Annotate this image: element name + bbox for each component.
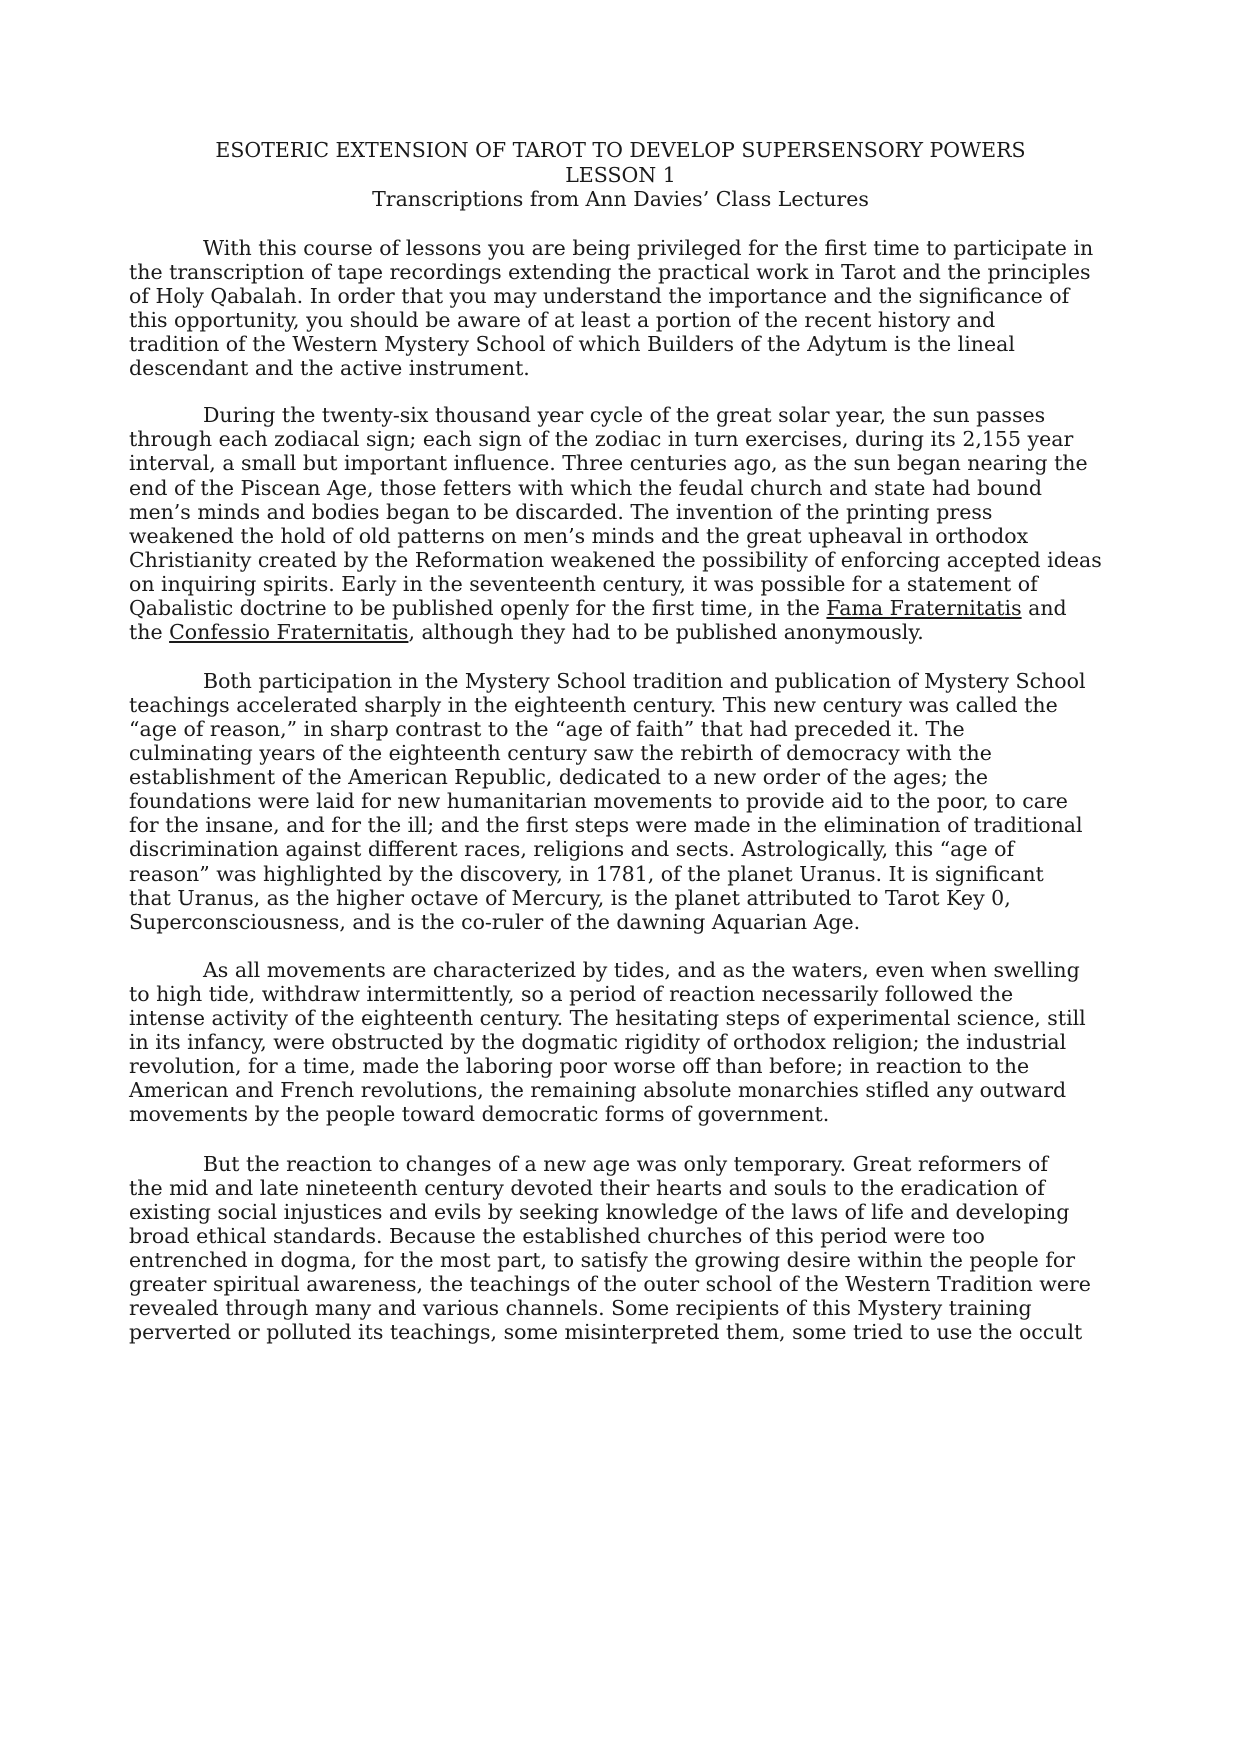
paragraph-3-line-7: for the insane, and for the ill; and the first steps were made in the elimination of traditional [129, 813, 1083, 837]
paragraph-3-line-8: discrimination against different races, religions and sects. Astrologically, this “age of [129, 837, 1015, 861]
paragraph-1-line-3: of Holy Qabalah. In order that you may understand the importance and the significance of [129, 284, 1070, 308]
paragraph-3-line-3: “age of reason,” in sharp contrast to the “age of faith” that had preceded it. The [129, 717, 965, 741]
paragraph-3-line-6: foundations were laid for new humanitarian movements to provide aid to the poor, to care [129, 789, 1068, 813]
paragraph-1-line-1: With this course of lessons you are being privileged for the first time to participate in [203, 236, 1094, 260]
paragraph-5-line-4: broad ethical standards. Because the established churches of this period were too [129, 1224, 985, 1248]
paragraph-2-line-3: interval, a small but important influence. Three centuries ago, as the sun began nearing the [129, 451, 1088, 475]
paragraph-2-line-9-text: Qabalistic doctrine to be published openly for the first time, in the [129, 596, 827, 620]
paragraph-5-line-8: perverted or polluted its teachings, some misinterpreted them, some tried to use the occult [129, 1320, 1083, 1344]
paragraph-2-line-9 [129, 598, 1067, 619]
document-subtitle: Transcriptions from Ann Davies’ Class Lectures [372, 187, 869, 211]
paragraph-4-line-1: As all movements are characterized by tides, and as the waters, even when swelling [203, 958, 1080, 982]
paragraph-2-line-8: on inquiring spirits. Early in the seventeenth century, it was possible for a statement of [129, 572, 1038, 596]
paragraph-2-line-5: men’s minds and bodies began to be discarded. The invention of the printing press [129, 500, 993, 524]
paragraph-1-line-6: descendant and the active instrument. [129, 356, 530, 380]
paragraph-3-line-5: establishment of the American Republic, dedicated to a new order of the ages; the [129, 765, 989, 789]
paragraph-2-line-10-start: the [129, 620, 170, 644]
paragraph-5-line-1: But the reaction to changes of a new age was only temporary. Great reformers of [203, 1152, 1048, 1176]
fama-fraternitatis-title: Fama Fraternitatis [826, 596, 1022, 620]
paragraph-5-line-7: revealed through many and various channels. Some recipients of this Mystery training [129, 1296, 1032, 1320]
paragraph-2-line-10-end: , although they had to be published anonymously. [408, 620, 924, 644]
paragraph-4-line-7: movements by the people toward democratic forms of government. [129, 1102, 830, 1126]
paragraph-2-line-2: through each zodiacal sign; each sign of the zodiac in turn exercises, during its 2,155 year [129, 427, 1074, 451]
paragraph-3-line-11: Superconsciousness, and is the co-ruler of the dawning Aquarian Age. [129, 910, 861, 934]
paragraph-3-line-10: that Uranus, as the higher octave of Mercury, is the planet attributed to Tarot Key 0, [129, 886, 1011, 910]
paragraph-4-line-3: intense activity of the eighteenth century. The hesitating steps of experimental science, still [129, 1006, 1086, 1030]
paragraph-5-line-5: entrenched in dogma, for the most part, to satisfy the growing desire within the people for [129, 1248, 1076, 1272]
paragraph-3-line-2: teachings accelerated sharply in the eighteenth century. This new century was called the [129, 693, 1058, 717]
paragraph-2-line-6: weakened the hold of old patterns on men’s minds and the great upheaval in orthodox [129, 524, 1029, 548]
paragraph-3-line-1: Both participation in the Mystery School tradition and publication of Mystery School [203, 669, 1086, 693]
paragraph-3-line-9: reason” was highlighted by the discovery, in 1781, of the planet Uranus. It is significant [129, 862, 1044, 886]
paragraph-2-line-4: end of the Piscean Age, those fetters with which the feudal church and state had bound [129, 476, 1043, 500]
paragraph-4-line-6: American and French revolutions, the remaining absolute monarchies stifled any outward [129, 1078, 1067, 1102]
confessio-fraternitatis-title: Confessio Fraternitatis [169, 620, 409, 644]
lesson-number: LESSON 1 [565, 163, 676, 187]
paragraph-3-line-4: culminating years of the eighteenth century saw the rebirth of democracy with the [129, 741, 992, 765]
paragraph-5-line-3: existing social injustices and evils by seeking knowledge of the laws of life and developing [129, 1200, 1070, 1224]
paragraph-1-line-4: this opportunity, you should be aware of at least a portion of the recent history and [129, 308, 996, 332]
document-title: ESOTERIC EXTENSION OF TAROT TO DEVELOP SUPERSENSORY POWERS [215, 138, 1026, 162]
paragraph-1-line-2: the transcription of tape recordings extending the practical work in Tarot and the principles [129, 260, 1091, 284]
paragraph-5-line-6: greater spiritual awareness, the teachings of the outer school of the Western Tradition were [129, 1272, 1091, 1296]
paragraph-4-line-5: revolution, for a time, made the laboring poor worse off than before; in reaction to the [129, 1054, 1030, 1078]
paragraph-2-line-10 [129, 622, 924, 643]
paragraph-2-line-9-end: and [1021, 596, 1067, 620]
paragraph-4-line-4: in its infancy, were obstructed by the dogmatic rigidity of orthodox religion; the industrial [129, 1030, 1067, 1054]
paragraph-2-line-7: Christianity created by the Reformation weakened the possibility of enforcing accepted ideas [129, 548, 1102, 572]
paragraph-2-line-1: During the twenty-six thousand year cycle of the great solar year, the sun passes [203, 403, 1046, 427]
paragraph-5-line-2: the mid and late nineteenth century devoted their hearts and souls to the eradication of [129, 1176, 1045, 1200]
paragraph-4-line-2: to high tide, withdraw intermittently, so a period of reaction necessarily followed the [129, 982, 1014, 1006]
paragraph-1-line-5: tradition of the Western Mystery School of which Builders of the Adytum is the lineal [129, 332, 1015, 356]
